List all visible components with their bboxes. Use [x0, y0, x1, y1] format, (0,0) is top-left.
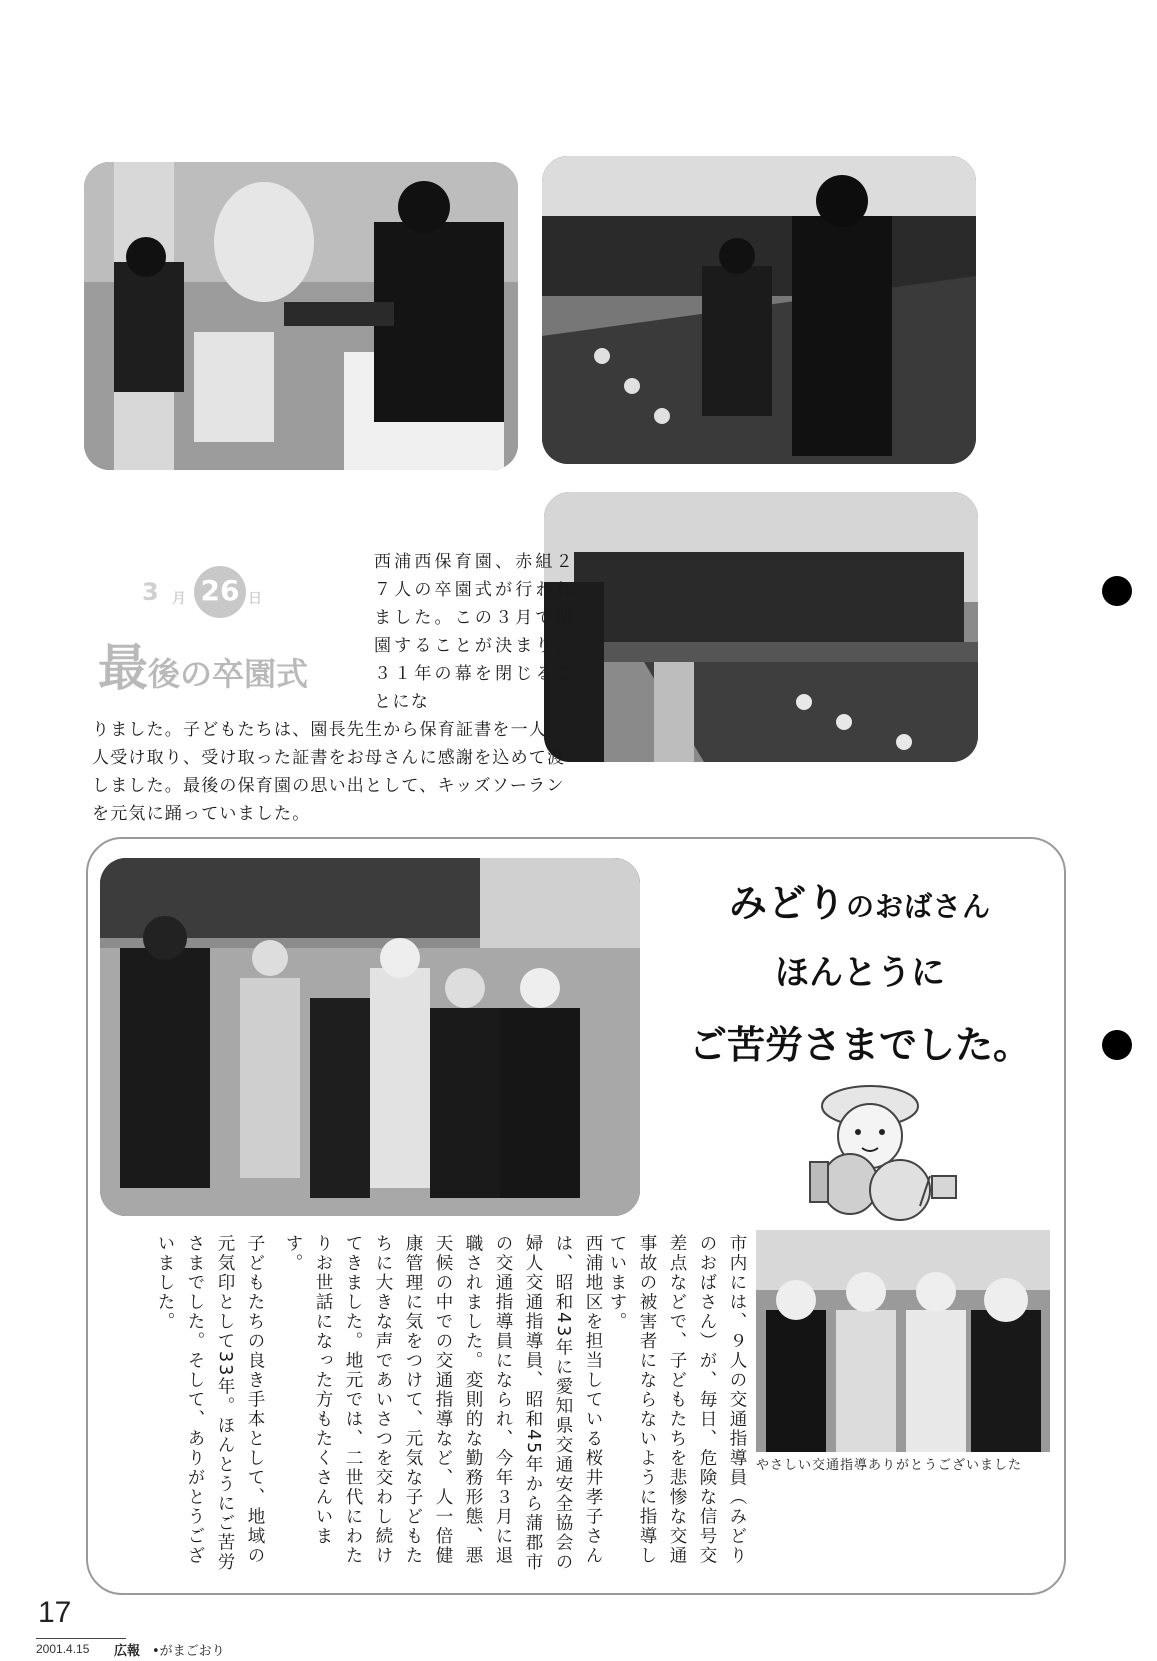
headline-line2: ほんとうに [775, 953, 945, 993]
binder-hole-top [1102, 576, 1132, 606]
graduation-photo-certificate [84, 162, 518, 470]
crossing-guard-paragraph-1: 市内には、９人の交通指導員（みどりのおばさん）が、毎日、危険な信号交差点などで、子どもたちを悲惨な交通事故の被害者にならないように指導しています。 [607, 1234, 747, 1566]
graduation-date [142, 566, 382, 626]
graduation-title-rest: 後の卒園式 [148, 655, 309, 693]
date-month: 3 [142, 578, 159, 606]
graduation-title-first-char: 最 [98, 639, 148, 697]
page-number: 17 [38, 1596, 72, 1629]
crossing-guard-paragraph-2: 西浦地区を担当している桜井孝子さんは、昭和43年に愛知県交通安全協会の婦人交通指導員、昭和45年から蒲郡市の交通指導員になられ、今年３月に退職されました。変則的な勤務形態、悪天候の中での交通指導など、人一倍健康管理に気をつけて、元気な子どもたちに大きな声であいさつを交わし続けてきました。地元では、二世代にわたりお世話になった方もたくさんいます。 [283, 1234, 603, 1573]
footer-publication: 広報 [114, 1644, 141, 1659]
graduation-photo-dance [544, 492, 978, 762]
graduation-body-narrow: 西浦西保育園、赤組２７人の卒園式が行われました。この３月で閉園することが決まり、３１年の幕を閉じることにな [374, 552, 574, 712]
footer-date: 2001.4.15 [36, 1642, 90, 1656]
headline-small: のおばさん [846, 890, 992, 923]
date-month-unit: 月 [172, 591, 186, 607]
date-day-unit: 日 [248, 591, 262, 607]
children-photo-caption: やさしい交通指導ありがとうございました [756, 1458, 1023, 1473]
crossing-guard-paragraph-3: 子どもたちの良き手本として、地域の元気印として33年。ほんとうにご苦労さまでした。そして、ありがとうございました。 [155, 1234, 265, 1573]
crossing-guard-illustration [770, 1066, 970, 1226]
crossing-guard-photo [100, 858, 640, 1216]
graduation-body-wide: りました。子どもたちは、園長先生から保育証書を一人一人受け取り、受け取った証書をお母さんに感謝を込めて渡しました。最後の保育園の思い出として、キッズソーランを元気に踊っていました。 [92, 720, 566, 824]
headline-line1 [660, 872, 1060, 927]
binder-hole-bottom [1102, 1030, 1132, 1060]
crossing-guard-children-photo [756, 1230, 1050, 1452]
date-day: 26 [200, 574, 240, 607]
headline-line3: ご苦労さまでした。 [688, 1023, 1031, 1067]
headline-word: みどり [728, 881, 846, 925]
footer-publication-name: •がまごおり [152, 1644, 225, 1659]
crossing-guard-headline [660, 872, 1060, 1069]
graduation-title [98, 628, 308, 700]
footer-rule [36, 1638, 126, 1639]
graduation-photo-hall [542, 156, 976, 464]
